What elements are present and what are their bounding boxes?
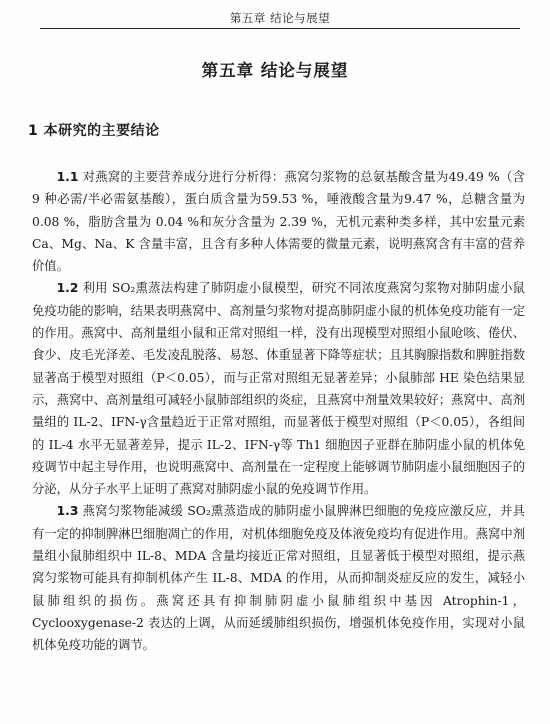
section-title: 1 本研究的主要结论 bbox=[28, 123, 160, 139]
paragraph-number: 1.3 bbox=[56, 504, 79, 519]
running-header bbox=[40, 8, 520, 29]
running-header-title: 第五章 结论与展望 bbox=[229, 11, 331, 25]
chapter-title: 第五章 结论与展望 bbox=[201, 61, 349, 80]
paragraph-text: 对燕窝的主要营养成分进行分析得：燕窝匀浆物的总氨基酸含量为49.49 %（含 9 种必需/半必需氨基酸），蛋白质含量为59.53 %，唾液酸含量为9.47 %，总糖含量为 0.08 %，脂肪含量为 0.04 %和灰分含量为 2.39 %，无机元素种类多样，其中宏量元素 Ca、Mg、Na、K 含量丰富，且含有多种人体需要的微量元素，说明燕窝含有丰富的营养价值。 bbox=[32, 170, 525, 274]
paragraph-number: 1.2 bbox=[56, 281, 79, 296]
paragraph-1-2 bbox=[32, 277, 525, 500]
body-text bbox=[32, 166, 525, 657]
paragraph-text: 利用 SO₂熏蒸法构建了肺阴虚小鼠模型，研究不同浓度燕窝匀浆物对肺阴虚小鼠免疫功能的影响，结果表明燕窝中、高剂量匀浆物对提高肺阴虚小鼠的机体免疫功能有一定的作用。燕窝中、高剂量组小鼠和正常对照组一样，没有出现模型对照组小鼠呛咳、倦伏、食少、皮毛光泽差、毛发凌乱脱落、易怒、体重显著下降等症状；且其胸腺指数和脾脏指数显著高于模型对照组（P＜0.05），而与正常对照组无显著差异；小鼠肺部 HE 染色结果显示，燕窝中、高剂量组可减轻小鼠肺部组织的炎症，且燕窝中剂量效果较好；燕窝中、高剂量组的 IL-2、IFN-γ含量趋近于正常对照组，而显著低于模型对照组（P＜0.05），各组间的 IL-4 水平无显著差异，提示 IL-2、IFN-γ等 Th1 细胞因子亚群在肺阴虚小鼠的机体免疫调节中起主导作用，也说明燕窝中、高剂量在一定程度上能够调节肺阴虚小鼠细胞因子的分泌，从分子水平上证明了燕窝对肺阴虚小鼠的免疫调节作用。 bbox=[32, 281, 525, 497]
paragraph-1-1 bbox=[32, 166, 525, 277]
paragraph-1-3 bbox=[32, 500, 525, 656]
paragraph-number: 1.1 bbox=[56, 170, 79, 184]
paragraph-text: 燕窝匀浆物能减缓 SO₂熏蒸造成的肺阴虚小鼠脾淋巴细胞的免疫应激反应，并具有一定的抑制脾淋巴细胞凋亡的作用，对机体细胞免疫及体液免疫均有促进作用。燕窝中剂量组小鼠肺组织中 IL-8、MDA 含量均接近正常对照组，且显著低于模型对照组，提示燕窝匀浆物可能具有抑制机体产生 IL-8、MDA 的作用，从而抑制炎症反应的发生，减轻小鼠肺组织的损伤。燕窝还具有抑制肺阴虚小鼠肺组织中基因 Atrophin-1，Cyclooxygenase-2 表达的上调，从而延缓肺组织损伤，增强机体免疫作用，实现对小鼠机体免疫功能的调节。 bbox=[32, 504, 525, 653]
